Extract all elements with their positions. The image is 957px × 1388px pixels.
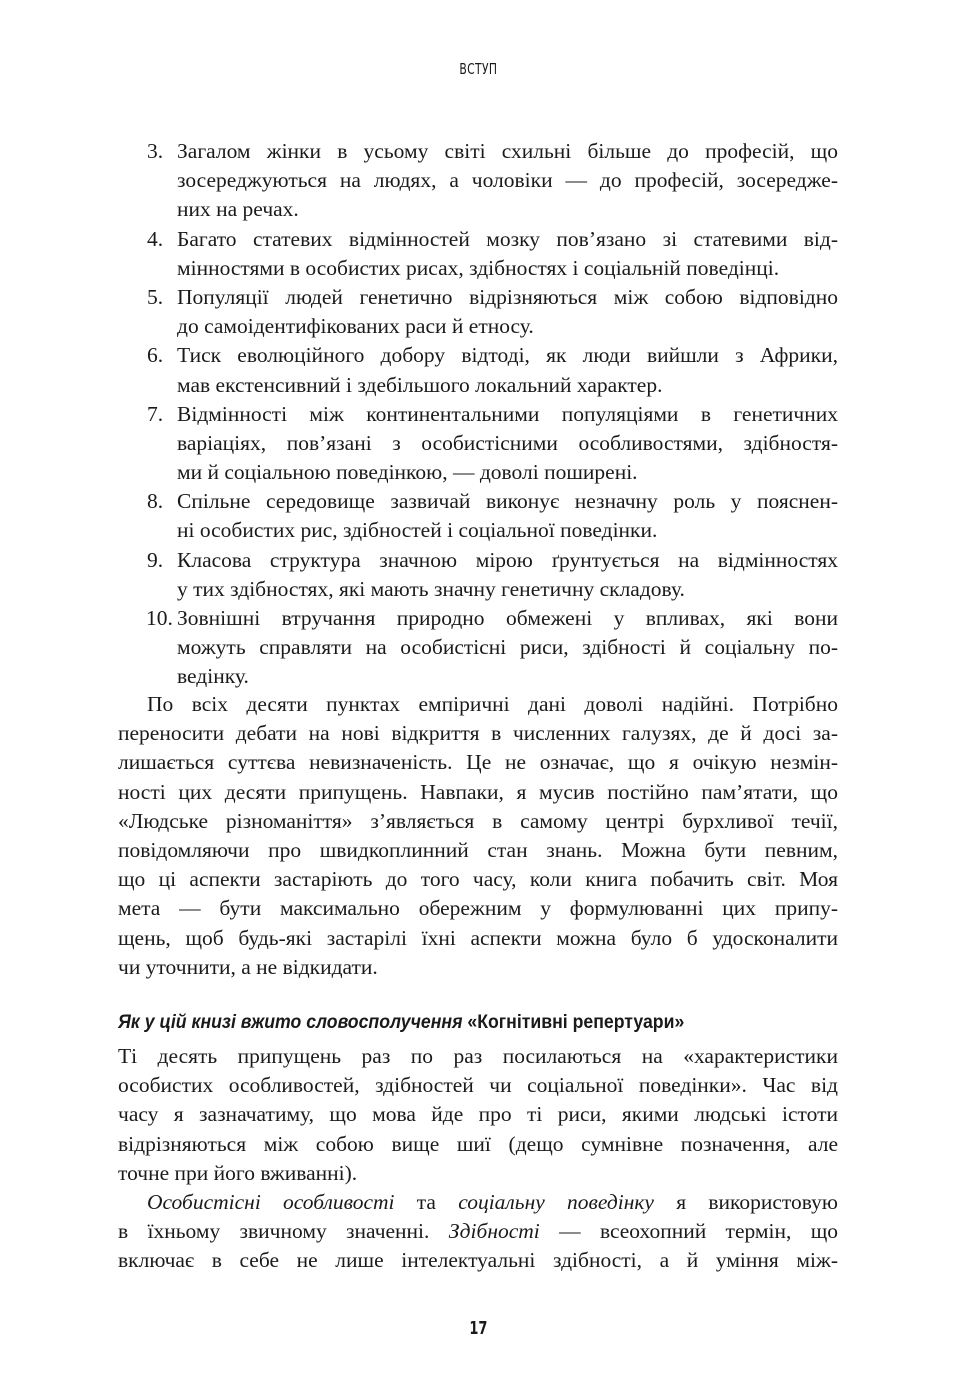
list-item-number: 6. [147,343,164,368]
list-item-line: Зовнішні втручання природно обмежені у впливах, які вони [177,606,838,630]
list-item-line: у тих здібностях, які мають значну генетичну складову. [177,576,685,601]
list-item [147,604,838,692]
list-item [147,546,838,604]
list-item-line: до самоідентифікованих раси й етносу. [177,314,534,339]
list-item-line: ведінку. [177,664,249,689]
list-item [147,137,838,225]
list-item-line: них на речах. [177,197,299,222]
list-item-line: Відмінності між континентальними популяціями в генетичних [177,401,838,426]
paragraph-line: часу я зазначатиму, що мова йде про ті риси, якими людські істоти [118,1102,838,1127]
list-item [147,487,838,545]
paragraph-line: відрізняються між собою вище шиї (дещо сумнівне позначення, але [118,1131,838,1156]
list-item-number: 9. [147,547,164,572]
paragraph-line: По всіх десяти пунктах емпіричні дані доволі надійні. Потрібно [147,692,838,716]
list-item-line: Багато статевих відмінностей мозку пов’язано зі статевими від- [177,226,838,251]
list-item-line: зосереджуються на людях, а чоловіки — до професій, зосередже- [177,168,838,193]
list-item [147,400,838,488]
paragraph-line: повідомляючи про швидкоплинний стан знань. Можна бути певним, [118,837,838,862]
italic-term: соціальну поведінку [458,1190,654,1214]
text-run: — всеохопний термін, що [539,1219,838,1244]
list-item-line: варіаціях, пов’язані з особистісними особливостями, здібностя- [177,430,838,455]
paragraph-line: ності цих десяти припущень. Навпаки, я мусив постійно пам’ятати, що [118,779,838,804]
text-run: в їхньому звичному значенні. [118,1219,449,1244]
paragraph-line [118,1217,838,1246]
paragraph-line: щень, щоб будь-які застарілі їхні аспекти можна було б удосконалити [118,925,838,950]
list-item-line: Класова структура значною мірою ґрунтується на відмінностях [177,547,838,572]
section-heading-italic: Як у цій книзі вжито словосполучення [118,1012,468,1033]
paragraph-line: Ті десять припущень раз по раз посилаються на «характеристики [118,1044,838,1068]
text-run: та [394,1190,459,1214]
list-item [147,225,838,283]
paragraph-line: включає в себе не лише інтелектуальні здібності, а й уміння між- [118,1248,838,1273]
paragraph-line: що ці аспекти застаріють до того часу, коли книга побачить світ. Моя [118,867,838,892]
page-number: 17 [469,1318,488,1339]
section-heading [118,1012,788,1034]
italic-term: Особистісні особливості [147,1190,395,1214]
body-paragraph [118,1188,838,1276]
italic-term: Здібності [448,1219,540,1244]
list-item-line: можуть справляти на особистісні риси, здібності й соціальну по- [177,635,838,660]
paragraph-line: точне при його вживанні). [118,1160,358,1185]
text-run: я використовую [653,1190,838,1214]
paragraph-line: чи уточнити, а не відкидати. [118,954,378,979]
paragraph-line: лишається суттєва невизначеність. Це не означає, що я очікую незмін- [118,750,838,775]
body-paragraph [118,1042,838,1188]
list-item-number: 4. [147,226,164,251]
running-head: ВСТУП [459,60,498,78]
paragraph-line: мета — бути максимально обережним у формулюванні цих припу- [118,896,838,921]
list-item-number: 10. [146,606,173,630]
list-item-line: мав екстенсивний і здебільшого локальний характер. [177,372,663,397]
list-item [147,283,838,341]
list-item-number: 7. [147,401,164,426]
list-item-line: Спільне середовище зазвичай виконує незначну роль у пояснен- [177,489,838,514]
body-paragraph [118,690,838,982]
list-item-line: Популяції людей генетично відрізняються між собою відповідно [177,284,838,309]
list-item-line: ми й соціальною поведінкою, — доволі поширені. [177,460,638,485]
paragraph-line: переносити дебати на нові відкриття в численних галузях, де й досі за- [118,721,838,746]
paragraph-line: «Людське різноманіття» з’являється в самому центрі бурхливої течії, [118,808,838,833]
list-item-line: Тиск еволюційного добору відтоді, як люди вийшли з Африки, [177,343,838,368]
section-heading-bold: «Когнітивні репертуари» [467,1012,685,1033]
list-item-number: 8. [147,489,164,514]
assumptions-list [147,137,838,692]
list-item [147,341,838,399]
list-item-number: 5. [147,284,164,309]
paragraph-line [118,1188,838,1217]
list-item-number: 3. [147,139,164,163]
list-item-line: мінностями в особистих рисах, здібностях і соціальній поведінці. [177,255,780,280]
list-item-line: ні особистих рис, здібностей і соціальної поведінки. [177,518,658,543]
list-item-line: Загалом жінки в усьому світі схильні більше до професій, що [177,139,838,163]
paragraph-line: особистих особливостей, здібностей чи соціальної поведінки». Час від [118,1073,838,1098]
